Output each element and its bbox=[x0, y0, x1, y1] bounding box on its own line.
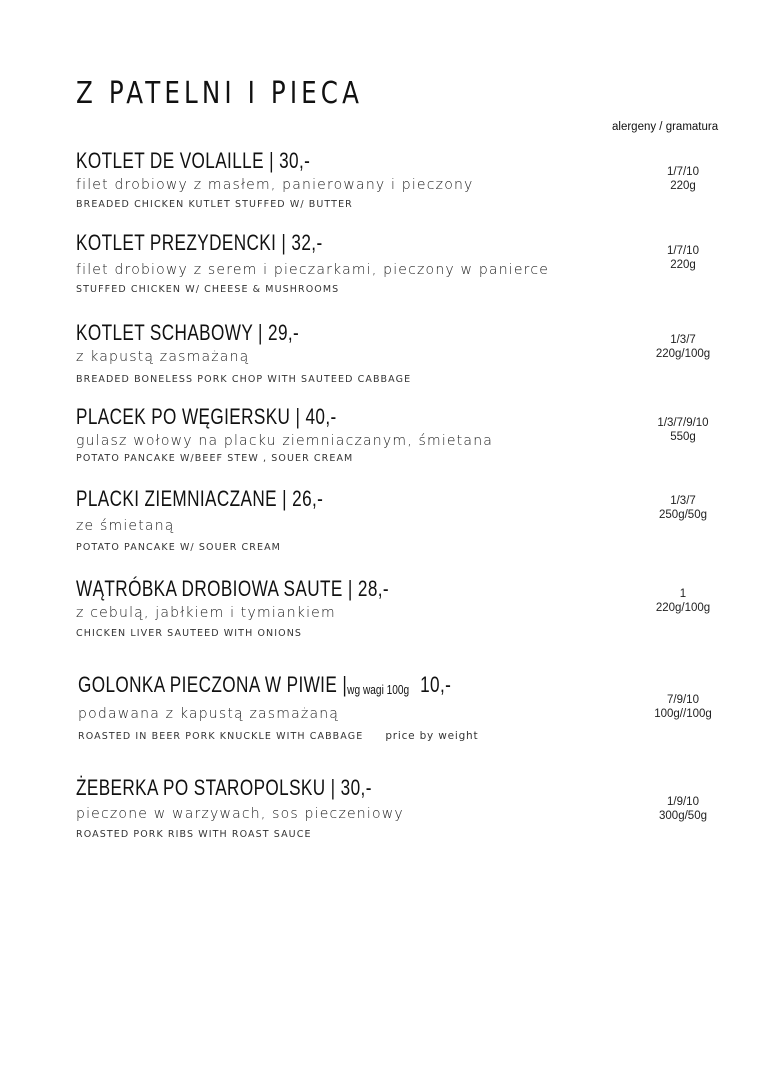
item-english-text: ROASTED IN BEER PORK KNUCKLE WITH CABBAGE bbox=[78, 731, 364, 742]
menu-item bbox=[76, 230, 596, 295]
allergen-codes: 1/7/10 bbox=[667, 245, 699, 257]
allergen-codes: 7/9/10 bbox=[667, 694, 699, 706]
item-name: KOTLET PREZYDENCKI | 32,- bbox=[76, 230, 323, 255]
portion-weight: 250g/50g bbox=[659, 509, 707, 521]
item-allergens bbox=[620, 165, 746, 193]
item-name-text: GOLONKA PIECZONA W PIWIE | bbox=[78, 672, 348, 697]
item-allergens bbox=[620, 494, 746, 522]
item-description: z kapustą zasmażaną bbox=[76, 349, 250, 365]
item-description: podawana z kapustą zasmażaną bbox=[78, 706, 340, 722]
item-english: POTATO PANCAKE W/BEEF STEW , SOUER CREAM bbox=[76, 453, 354, 464]
allergen-codes: 1/7/10 bbox=[667, 166, 699, 178]
item-english bbox=[78, 730, 598, 742]
item-english: BREADED CHICKEN KUTLET STUFFED W/ BUTTER bbox=[76, 199, 353, 210]
item-name: KOTLET DE VOLAILLE | 30,- bbox=[76, 148, 311, 173]
item-english: ROASTED PORK RIBS WITH ROAST SAUCE bbox=[76, 829, 312, 840]
item-description: filet drobiowy z masłem, panierowany i pieczony bbox=[76, 177, 474, 193]
allergen-codes: 1 bbox=[679, 588, 687, 600]
allergens-weight-header: alergeny / gramatura bbox=[612, 121, 719, 133]
portion-weight: 220g bbox=[670, 259, 696, 271]
item-description: pieczone w warzywach, sos pieczeniowy bbox=[76, 806, 404, 822]
item-name: KOTLET SCHABOWY | 29,- bbox=[76, 320, 300, 345]
item-english: STUFFED CHICKEN W/ CHEESE & MUSHROOMS bbox=[76, 284, 340, 295]
portion-weight: 300g/50g bbox=[659, 810, 707, 822]
item-allergens bbox=[620, 795, 746, 823]
item-name: WĄTRÓBKA DROBIOWA SAUTE | 28,- bbox=[76, 576, 390, 601]
portion-weight: 100g//100g bbox=[654, 708, 712, 720]
page-title: Z PATELNI I PIECA bbox=[76, 76, 364, 111]
item-allergens bbox=[620, 693, 746, 721]
item-description: z cebulą, jabłkiem i tymiankiem bbox=[76, 605, 336, 621]
allergen-codes: 1/3/7 bbox=[670, 334, 696, 346]
item-price: 10,- bbox=[420, 672, 452, 697]
item-description: ze śmietaną bbox=[76, 518, 175, 534]
item-english: BREADED BONELESS PORK CHOP WITH SAUTEED CABBAGE bbox=[76, 374, 412, 385]
menu-item bbox=[76, 320, 596, 385]
item-weight-note: wg wagi 100g bbox=[347, 682, 410, 697]
portion-weight: 550g bbox=[670, 431, 696, 443]
allergen-codes: 1/3/7 bbox=[670, 495, 696, 507]
item-allergens bbox=[620, 244, 746, 272]
item-name: ŻEBERKA PO STAROPOLSKU | 30,- bbox=[76, 775, 372, 800]
item-allergens bbox=[620, 416, 746, 444]
portion-weight: 220g/100g bbox=[655, 602, 711, 614]
item-description: filet drobiowy z serem i pieczarkami, pieczony w panierce bbox=[76, 262, 550, 278]
portion-weight: 220g bbox=[670, 180, 696, 192]
menu-item bbox=[78, 672, 598, 742]
menu-item bbox=[76, 404, 596, 464]
allergen-codes: 1/9/10 bbox=[667, 796, 699, 808]
item-allergens bbox=[620, 333, 746, 361]
menu-item bbox=[76, 576, 596, 639]
price-note: price by weight bbox=[385, 730, 479, 742]
item-description: gulasz wołowy na placku ziemniaczanym, śmietana bbox=[76, 433, 494, 449]
item-name bbox=[78, 672, 484, 703]
portion-weight: 220g/100g bbox=[655, 348, 711, 360]
menu-item bbox=[76, 775, 596, 840]
item-allergens bbox=[620, 587, 746, 615]
item-name: PLACEK PO WĘGIERSKU | 40,- bbox=[76, 404, 337, 429]
allergen-codes: 1/3/7/9/10 bbox=[657, 417, 709, 429]
item-english: POTATO PANCAKE W/ SOUER CREAM bbox=[76, 542, 281, 553]
menu-item bbox=[76, 148, 596, 210]
menu-item bbox=[76, 486, 596, 553]
item-name: PLACKI ZIEMNIACZANE | 26,- bbox=[76, 486, 324, 511]
item-english: CHICKEN LIVER SAUTEED WITH ONIONS bbox=[76, 628, 303, 639]
